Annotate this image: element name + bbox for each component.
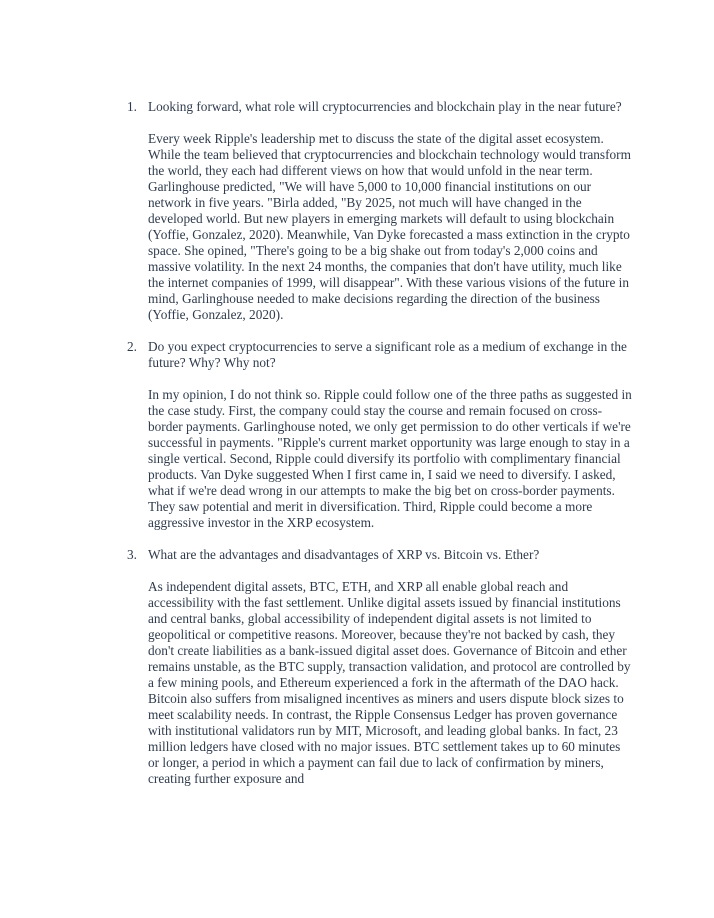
list-number: 1. [127, 99, 137, 114]
list-item-2 [127, 339, 632, 531]
list-item-1 [127, 99, 632, 323]
document-body [127, 99, 632, 787]
question-text: Do you expect cryptocurrencies to serve a significant role as a medium of exchange in the future? Why? Why not? [148, 339, 627, 370]
answer-paragraph: As independent digital assets, BTC, ETH, and XRP all enable global reach and accessibility with the fast settlement. Unlike digital assets issued by financial institutions and central banks, global accessibility of independent digital assets is not limited to geopolitical or competitive reasons. Moreover, because they're not backed by cash, they don't create liabilities as a bank-issued digital asset does. Governance of Bitcoin and ether remains unstable, as the BTC supply, transaction validation, and protocol are controlled by a few mining pools, and Ethereum experienced a fork in the aftermath of the DAO hack. Bitcoin also suffers from misaligned incentives as miners and users dispute block sizes to meet scalability needs. In contrast, the Ripple Consensus Ledger has proven governance with institutional validators run by MIT, Microsoft, and leading global banks. In fact, 23 million ledgers have closed with no major issues. BTC settlement takes up to 60 minutes or longer, a period in which a payment can fail due to lack of confirmation by miners, creating further exposure and [148, 579, 631, 786]
list-item-3 [127, 547, 632, 787]
answer-paragraph: In my opinion, I do not think so. Ripple could follow one of the three paths as suggested in the case study. First, the company could stay the course and remain focused on cross-border payments. Garlinghouse noted, we only get permission to do other verticals if we're successful in payments. "Ripple's current market opportunity was large enough to stay in a single vertical. Second, Ripple could diversify its portfolio with complimentary financial products. Van Dyke suggested When I first came in, I said we need to diversify. I asked, what if we're dead wrong in our attempts to make the big bet on cross-border payments. They saw potential and merit in diversification. Third, Ripple could become a more aggressive investor in the XRP ecosystem. [148, 387, 632, 530]
list-number: 2. [127, 339, 137, 354]
answer-paragraph: Every week Ripple's leadership met to discuss the state of the digital asset ecosystem. While the team believed that cryptocurrencies and blockchain technology would transform the world, they each had different views on how that would unfold in the near term. Garlinghouse predicted, "We will have 5,000 to 10,000 financial institutions on our network in five years. "Birla added, "By 2025, not much will have changed in the developed world. But new players in emerging markets will default to using blockchain (Yoffie, Gonzalez, 2020). Meanwhile, Van Dyke forecasted a mass extinction in the crypto space. She opined, "There's going to be a big shake out from today's 2,000 coins and massive volatility. In the next 24 months, the companies that don't have utility, much like the internet companies of 1999, will disappear". With these various visions of the future in mind, Garlinghouse needed to make decisions regarding the direction of the business (Yoffie, Gonzalez, 2020). [148, 131, 631, 322]
question-text: Looking forward, what role will cryptocurrencies and blockchain play in the near future? [148, 99, 622, 114]
list-number: 3. [127, 547, 137, 562]
question-text: What are the advantages and disadvantages of XRP vs. Bitcoin vs. Ether? [148, 547, 540, 562]
